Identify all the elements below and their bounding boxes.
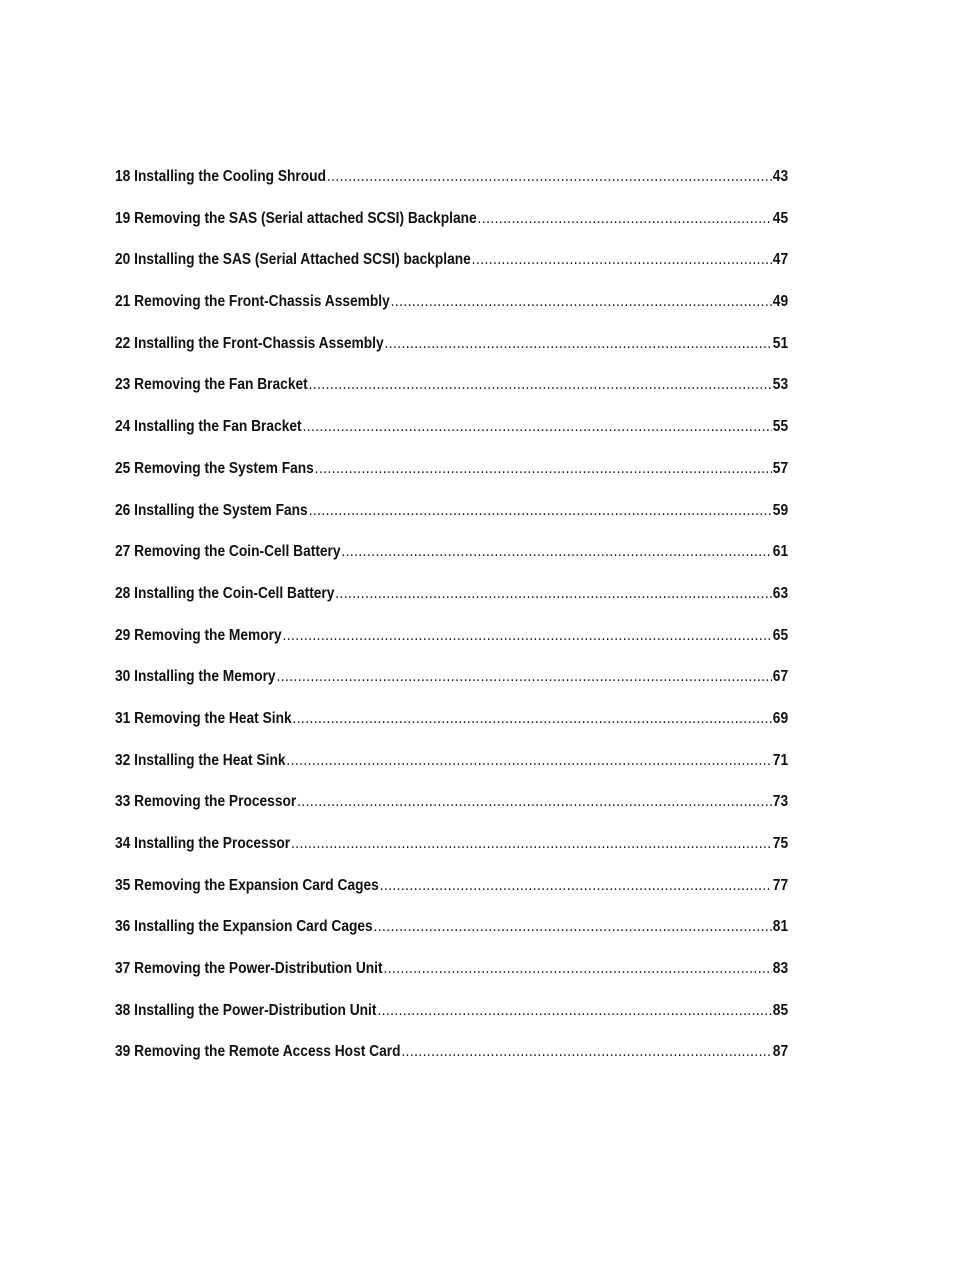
toc-entry-title: 25 Removing the System Fans — [115, 459, 314, 477]
toc-entry[interactable] — [115, 585, 788, 627]
toc-page-number: 49 — [772, 293, 789, 311]
toc-entry-title: 26 Installing the System Fans — [115, 501, 308, 519]
toc-entry[interactable] — [115, 418, 788, 460]
toc-page-number: 67 — [772, 668, 789, 686]
toc-entry-title: 22 Installing the Front-Chassis Assembly — [115, 334, 384, 352]
toc-dot-leader — [380, 877, 772, 895]
toc-dot-leader — [297, 793, 772, 811]
toc-dot-leader — [377, 1002, 772, 1020]
toc-dot-leader — [335, 585, 772, 603]
toc-dot-leader — [383, 960, 772, 978]
toc-dot-leader — [374, 918, 772, 936]
toc-dot-leader — [283, 627, 772, 645]
toc-entry-title: 30 Installing the Memory — [115, 668, 276, 686]
toc-entry-title: 19 Removing the SAS (Serial attached SCSI) Backplane — [115, 209, 477, 227]
toc-entry[interactable] — [115, 627, 788, 669]
toc-entry-title: 20 Installing the SAS (Serial Attached SCSI) backplane — [115, 251, 471, 269]
toc-dot-leader — [341, 543, 772, 561]
toc-entry[interactable] — [115, 376, 788, 418]
toc-page-number: 55 — [772, 418, 789, 436]
toc-dot-leader — [327, 168, 772, 186]
toc-entry[interactable] — [115, 877, 788, 919]
toc-entry-title: 24 Installing the Fan Bracket — [115, 418, 302, 436]
toc-entry[interactable] — [115, 1002, 788, 1044]
toc-page-number: 75 — [772, 835, 789, 852]
toc-entry-title: 18 Installing the Cooling Shroud — [115, 168, 326, 185]
toc-dot-leader — [401, 1043, 772, 1061]
toc-page-number: 85 — [772, 1001, 789, 1019]
toc-entry-title: 39 Removing the Remote Access Host Card — [115, 1043, 401, 1061]
toc-entry-title: 34 Installing the Processor — [115, 835, 291, 852]
toc-dot-leader — [309, 376, 772, 394]
toc-entry[interactable] — [115, 752, 788, 794]
toc-entry-title: 29 Removing the Memory — [115, 626, 282, 644]
toc-entry[interactable] — [115, 251, 788, 293]
toc-entry[interactable] — [115, 918, 788, 960]
toc-entry-title: 32 Installing the Heat Sink — [115, 751, 286, 769]
toc-entry[interactable] — [115, 335, 788, 377]
toc-page-number: 61 — [772, 543, 789, 561]
toc-entry[interactable] — [115, 710, 788, 752]
toc-dot-leader — [286, 752, 772, 770]
toc-page-number: 59 — [772, 501, 789, 519]
toc-page-number: 53 — [772, 376, 789, 394]
toc-dot-leader — [478, 210, 772, 228]
toc-entry-title: 27 Removing the Coin-Cell Battery — [115, 543, 341, 561]
toc-entry[interactable] — [115, 668, 788, 710]
toc-entry[interactable] — [115, 960, 788, 1002]
toc-page-number: 81 — [772, 918, 789, 936]
toc-dot-leader — [276, 668, 772, 686]
toc-entry[interactable] — [115, 168, 788, 210]
toc-entry[interactable] — [115, 502, 788, 544]
toc-page-number: 73 — [772, 793, 789, 811]
toc-dot-leader — [391, 293, 772, 311]
toc-dot-leader — [291, 835, 772, 853]
toc-entry[interactable] — [115, 793, 788, 835]
toc-entry-title: 35 Removing the Expansion Card Cages — [115, 876, 379, 894]
toc-entry-title: 38 Installing the Power-Distribution Unit — [115, 1001, 377, 1019]
toc-page-number: 57 — [772, 459, 789, 477]
toc-dot-leader — [292, 710, 771, 728]
toc-dot-leader — [309, 502, 772, 520]
toc-dot-leader — [385, 335, 772, 353]
toc-page-number: 45 — [772, 209, 789, 227]
toc-page-number: 87 — [772, 1043, 789, 1061]
toc-page-number: 43 — [772, 168, 789, 185]
toc-page-number: 77 — [772, 876, 789, 894]
table-of-contents — [115, 168, 788, 1085]
toc-dot-leader — [302, 418, 772, 436]
toc-dot-leader — [315, 460, 772, 478]
toc-entry-title: 21 Removing the Front-Chassis Assembly — [115, 293, 390, 311]
toc-entry-title: 31 Removing the Heat Sink — [115, 709, 292, 727]
toc-page-number: 83 — [772, 960, 789, 978]
toc-page-number: 65 — [772, 626, 789, 644]
toc-entry-title: 23 Removing the Fan Bracket — [115, 376, 308, 394]
toc-page-number: 71 — [772, 751, 789, 769]
toc-page-number: 63 — [772, 584, 789, 602]
toc-entry[interactable] — [115, 543, 788, 585]
toc-entry-title: 28 Installing the Coin-Cell Battery — [115, 584, 335, 602]
toc-dot-leader — [472, 251, 772, 269]
toc-entry-title: 33 Removing the Processor — [115, 793, 297, 811]
toc-entry[interactable] — [115, 835, 788, 877]
toc-entry-title: 36 Installing the Expansion Card Cages — [115, 918, 373, 936]
toc-entry[interactable] — [115, 1043, 788, 1085]
toc-page-number: 51 — [772, 334, 789, 352]
toc-entry[interactable] — [115, 293, 788, 335]
toc-page-number: 47 — [772, 251, 789, 269]
toc-entry[interactable] — [115, 460, 788, 502]
toc-page-number: 69 — [772, 709, 789, 727]
toc-entry-title: 37 Removing the Power-Distribution Unit — [115, 960, 383, 978]
toc-entry[interactable] — [115, 210, 788, 252]
